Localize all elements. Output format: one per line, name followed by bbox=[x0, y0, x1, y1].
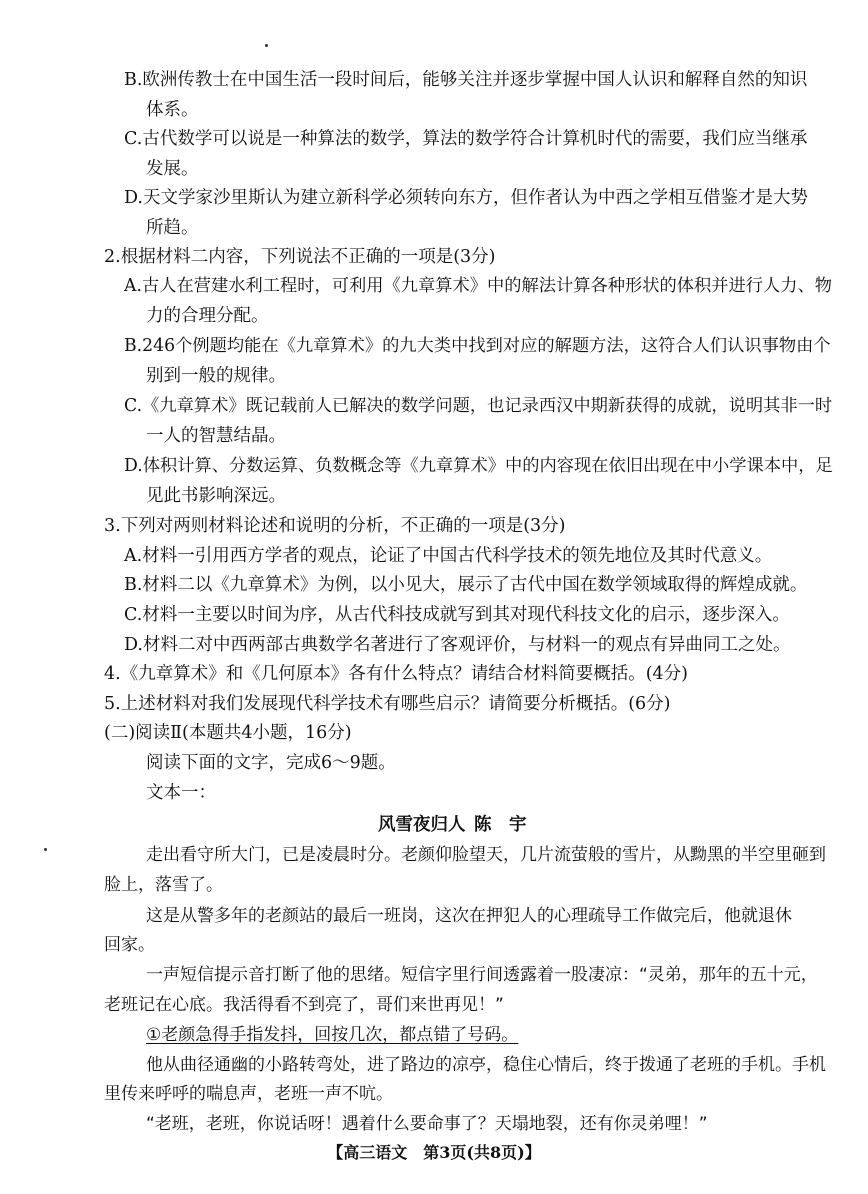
story-author: 陈 宇 bbox=[474, 815, 527, 835]
story-paragraph-5-cont: 里传来呼呼的喘息声，老班一声不吭。 bbox=[104, 1084, 393, 1104]
question-2-option-a: A.古人在营建水利工程时，可利用《九章算术》中的解法计算各种形状的体积并进行人力、物 bbox=[124, 276, 832, 296]
story-paragraph-2-cont: 回家。 bbox=[104, 935, 155, 955]
question-3-option-c: C.材料一主要以时间为序，从古代科技成就写到其对现代科技文化的启示，逐步深入。 bbox=[124, 605, 790, 625]
question-2-option-d: D.体积计算、分数运算、负数概念等《九章算术》中的内容现在依旧出现在中小学课本中，足 bbox=[124, 456, 833, 476]
question-3-stem: 3.下列对两则材料论述和说明的分析，不正确的一项是(3分) bbox=[104, 516, 566, 536]
question-2-option-b-cont: 别到一般的规律。 bbox=[146, 366, 286, 386]
story-paragraph-1-cont: 脸上，落雪了。 bbox=[104, 875, 223, 895]
story-paragraph-3: 一声短信提示音打断了他的思绪。短信字里行间透露着一股凄凉：“灵弟，那年的五十元， bbox=[146, 965, 818, 985]
scan-speck bbox=[265, 44, 268, 47]
story-paragraph-2: 这是从警多年的老颜站的最后一班岗，这次在押犯人的心理疏导工作做完后，他就退休 bbox=[146, 906, 792, 926]
story-title: 风雪夜归人 bbox=[378, 815, 466, 835]
question-4: 4.《九章算术》和《几何原本》各有什么特点？请结合材料简要概括。(4分) bbox=[104, 664, 688, 684]
page-footer: 【高三语文 第3页(共8页)】 bbox=[327, 1143, 541, 1162]
story-paragraph-4-underlined: ①老颜急得手指发抖，回按几次，都点错了号码。 bbox=[146, 1025, 519, 1045]
question-2-option-a-cont: 力的合理分配。 bbox=[146, 306, 269, 326]
story-paragraph-5: 他从曲径通幽的小路转弯处，进了路边的凉亭，稳住心情后，终于拨通了老班的手机。手机 bbox=[146, 1055, 826, 1075]
text-one-label: 文本一： bbox=[146, 783, 216, 803]
question-3-option-a: A.材料一引用西方学者的观点，论证了中国古代科学技术的领先地位及其时代意义。 bbox=[124, 546, 773, 566]
story-paragraph-3-cont: 老班记在心底。我活得看不到亮了，哥们来世再见！” bbox=[104, 995, 504, 1015]
question-2-stem: 2.根据材料二内容，下列说法不正确的一项是(3分) bbox=[104, 247, 496, 267]
question-5: 5.上述材料对我们发展现代科学技术有哪些启示？请简要分析概括。(6分) bbox=[104, 694, 671, 714]
scan-speck bbox=[44, 848, 47, 851]
option-c-continuation: 发展。 bbox=[146, 159, 199, 179]
question-2-option-c: C.《九章算术》既记载前人已解决的数学问题，也记录西汉中期新获得的成就，说明其非一时 bbox=[124, 396, 833, 416]
option-d-continuation: 所趋。 bbox=[146, 218, 199, 238]
question-2-option-b: B.246个例题均能在《九章算术》的九大类中找到对应的解题方法，这符合人们认识事物由个 bbox=[124, 336, 831, 356]
section-2-instruction: 阅读下面的文字，完成6～9题。 bbox=[146, 753, 396, 773]
question-2-option-d-cont: 见此书影响深远。 bbox=[146, 486, 286, 506]
story-paragraph-6: “老班，老班，你说话呀！遇着什么要命事了？天塌地裂，还有你灵弟哩！” bbox=[146, 1114, 708, 1134]
question-2-option-c-cont: 一人的智慧结晶。 bbox=[146, 426, 286, 446]
question-3-option-d: D.材料二对中西两部古典数学名著进行了客观评价，与材料一的观点有异曲同工之处。 bbox=[124, 635, 791, 655]
option-b-line: B.欧洲传教士在中国生活一段时间后，能够关注并逐步掌握中国人认识和解释自然的知识 bbox=[124, 70, 808, 90]
option-b-continuation: 体系。 bbox=[146, 100, 199, 120]
section-2-heading: (二)阅读Ⅱ(本题共4小题，16分) bbox=[104, 723, 352, 743]
story-paragraph-1: 走出看守所大门，已是凌晨时分。老颜仰脸望天，几片流萤般的雪片，从黝黑的半空里砸到 bbox=[146, 845, 826, 865]
question-3-option-b: B.材料二以《九章算术》为例，以小见大，展示了古代中国在数学领域取得的辉煌成就。 bbox=[124, 575, 808, 595]
option-c-line: C.古代数学可以说是一种算法的数学，算法的数学符合计算机时代的需要，我们应当继承 bbox=[124, 129, 808, 149]
option-d-line: D.天文学家沙里斯认为建立新科学必须转向东方，但作者认为中西之学相互借鉴才是大势 bbox=[124, 188, 808, 208]
